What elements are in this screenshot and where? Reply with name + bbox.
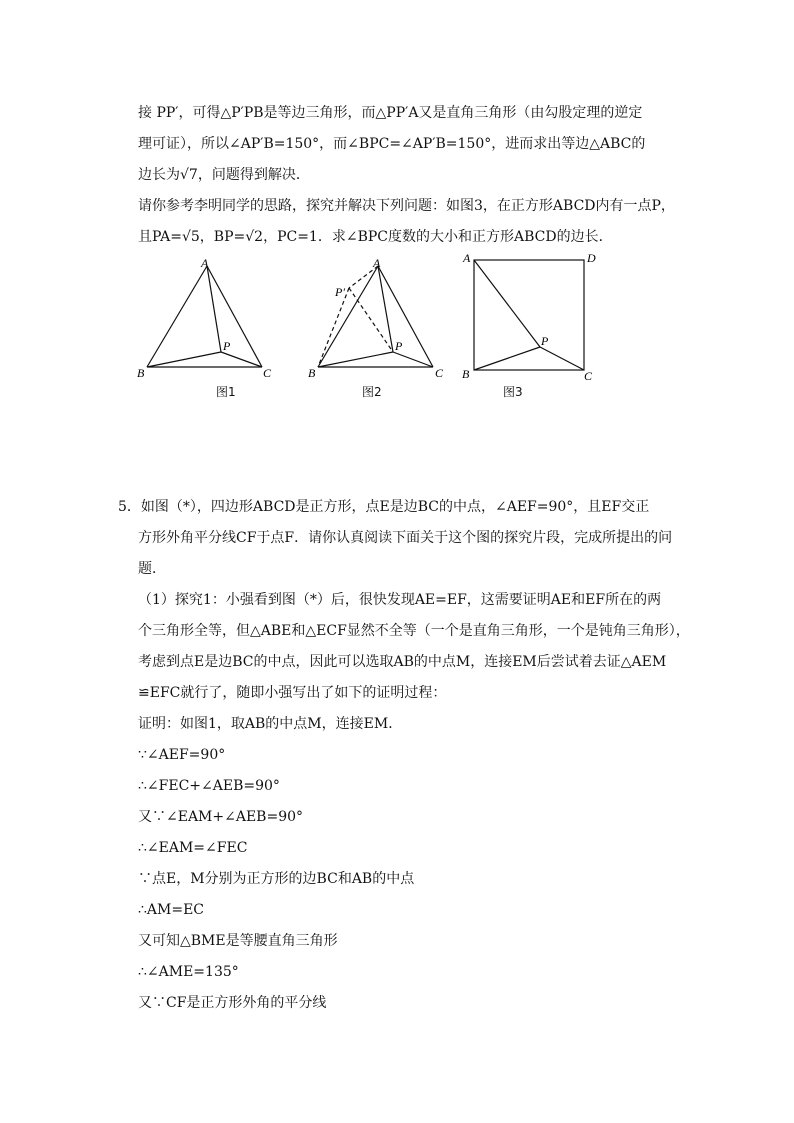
p5-line-16: ∴∠AME=135° <box>138 964 239 980</box>
fig1-label-b: B <box>137 366 145 380</box>
text-line-4: 请你参考李明同学的思路，探究并解决下列问题：如图3，在正方形ABCD内有一点P， <box>138 198 675 214</box>
fig1-label-p: P <box>223 339 231 353</box>
fig1-seg-cp <box>221 352 262 367</box>
fig3-label-d: D <box>587 251 596 265</box>
p5-line-11: 又∵∠EAM+∠AEB=90° <box>138 809 304 825</box>
p5-line-3: 题． <box>138 561 166 577</box>
fig2-caption: 图2 <box>362 385 382 399</box>
text-line-3: 边长为√7，问题得到解决． <box>138 167 310 183</box>
p5-line-10: ∴∠FEC+∠AEB=90° <box>138 778 280 794</box>
fig3-label-b: B <box>462 367 470 381</box>
fig2-side-ab <box>318 266 378 367</box>
fig1-side-ab <box>147 266 207 367</box>
p5-line-5: 个三角形全等，但△ABE和△ECF显然不全等（一个是直角三角形，一个是钝角三角形）， <box>138 623 690 639</box>
fig3-label-p: P <box>541 334 549 348</box>
fig1-caption: 图1 <box>216 385 236 399</box>
fig3-label-c: C <box>584 369 593 383</box>
fig2-label-a: A <box>373 256 381 270</box>
text-line-1: 接 PP′，可得△P′PB是等边三角形，而△PP′A又是直角三角形（由勾股定理的逆定 <box>138 105 643 121</box>
fig1-label-c: C <box>263 366 272 380</box>
fig1-seg-bp <box>147 352 221 367</box>
fig2-dashed-pp-prime <box>349 288 393 352</box>
fig3-square <box>474 260 584 370</box>
figure-1 <box>135 256 285 386</box>
text-line-5: 且PA=√5，BP=√2，PC=1．求∠BPC度数的大小和正方形ABCD的边长． <box>138 229 613 245</box>
fig3-seg-bp <box>474 347 540 370</box>
fig1-label-a: A <box>201 256 209 270</box>
p5-line-12: ∴∠EAM=∠FEC <box>138 840 248 856</box>
p5-line-4: （1）探究1：小强看到图（*）后，很快发现AE=EF，这需要证明AE和EF所在的两 <box>138 592 662 608</box>
fig3-caption: 图3 <box>503 385 523 399</box>
fig2-label-c: C <box>435 366 444 380</box>
text-line-2: 理可证），所以∠AP′B=150°，而∠BPC=∠AP′B=150°，进而求出等边△ABC的 <box>138 136 646 152</box>
fig3-seg-cp <box>540 347 584 370</box>
p5-line-1: 5．如图（*），四边形ABCD是正方形，点E是边BC的中点，∠AEF=90°，且EF交正 <box>118 499 650 515</box>
p5-line-13: ∵点E，M分别为正方形的边BC和AB的中点 <box>138 871 415 887</box>
fig3-seg-ap <box>474 260 540 347</box>
p5-line-17: 又∵CF是正方形外角的平分线 <box>138 995 327 1011</box>
p5-line-2: 方形外角平分线CF于点F．请你认真阅读下面关于这个图的探究片段，完成所提出的问 <box>138 530 673 546</box>
p5-line-6: 考虑到点E是边BC的中点，因此可以选取AB的中点M，连接EM后尝试着去证△AEM <box>138 654 667 670</box>
fig2-seg-cp <box>393 352 433 367</box>
p5-line-15: 又可知△BME是等腰直角三角形 <box>138 933 338 949</box>
p5-line-9: ∵∠AEF=90° <box>138 747 226 763</box>
p5-line-14: ∴AM=EC <box>138 902 205 918</box>
fig2-seg-bp <box>318 352 393 367</box>
figure-3 <box>458 250 608 386</box>
fig2-dashed-bp-prime <box>318 288 349 367</box>
p5-line-8: 证明：如图1，取AB的中点M，连接EM． <box>138 716 403 732</box>
figure-2 <box>305 256 455 386</box>
fig2-label-p: P <box>395 339 403 353</box>
fig2-label-b: B <box>308 366 316 380</box>
fig3-label-a: A <box>463 251 471 265</box>
p5-line-7: ≌EFC就行了，随即小强写出了如下的证明过程： <box>138 685 447 701</box>
fig2-label-p-prime: P′ <box>335 285 345 299</box>
